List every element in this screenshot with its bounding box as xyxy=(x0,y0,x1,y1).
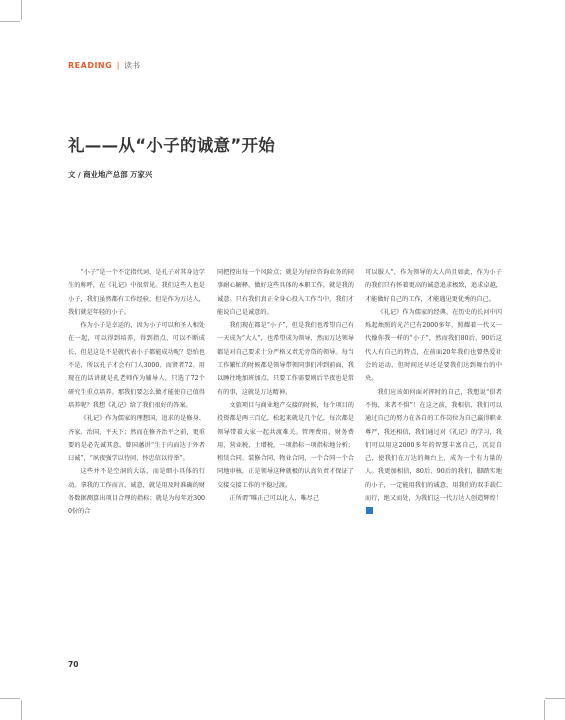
article-title: 礼——从“小子的诚意”开始 xyxy=(68,136,276,155)
body-column-1 xyxy=(68,266,205,519)
section-header xyxy=(68,60,140,71)
section-label: READING xyxy=(68,61,113,70)
crop-mark-bottom-left-v xyxy=(21,700,22,720)
section-divider: | xyxy=(116,61,120,70)
crop-mark-bottom-right-h xyxy=(545,698,565,699)
paragraph-text: 我们应该如何面对挥时的自己，我想说“俱者不悔，来者不惧”！在这之前，我相信，我们可以通过自己的努力在各自的工作岗位为自己赢得职业尊严，我还相信，我们通过对《礼记》的学习，我们可以用这2000多年的智慧丰富自己，沉淀自己，使我们在万达的舞台上，成为一个有力量的人。我更加相信，80后、90后的我们，脚踏实地的小子，一定能用我们的诚意，用我们的双手载仁而行，绝又而处，为我们这一代万达人创造辉煌！ xyxy=(365,388,502,503)
article-byline: 文 / 商业地产总部 万家兴 xyxy=(68,170,153,179)
page-number: 70 xyxy=(68,660,79,669)
section-category: 读书 xyxy=(124,61,140,70)
crop-mark-top-left-h xyxy=(0,21,20,22)
paragraph: 正所谓“唯正己可以化人，唯尽己 xyxy=(229,495,320,503)
paragraph: 作为小子是幸运的，因为小子可以和圣人相处在一起，可以得到培养，得到指点，可以不断成长，但是这是不是就代表小子都能成功呢？恐怕也不是，所以孔子才会有门人3000、而贤者72。用现在的话讲就是孔老师作为辅导人，只选了72个研究生重点培养。那我们要怎么做才能使自己值得培养呢？我想《礼记》给了我们很好的答案。 xyxy=(68,322,205,409)
crop-mark-top-left-v xyxy=(21,0,22,20)
paragraph: 这些并不是空洞的大话，而是细小具体的行动。拿我的工作而言，诚意，就是用及时准确的财务数据测算出项目合理的指标；就是为每年近3000份的合 xyxy=(68,468,205,516)
article-end-mark-icon xyxy=(366,507,373,514)
crop-mark-bottom-left-h xyxy=(0,698,20,699)
paragraph: 《礼记》作为儒家的经典，在历史的长河中闪烁起烛照的光芒已有2000多年，照耀着一代又一代像你我一样的“小子”，然而我们80后、90后这代人有自己的特点，在前面20年我们也曾热爱社会的运动，但时间还早还是要我们达到舞台的中央。 xyxy=(365,308,502,383)
paragraph xyxy=(365,386,502,519)
body-column-2 xyxy=(217,266,354,505)
paragraph: 同把控出每一个风险点；就是为每位咨询业务的同事耐心解释。做好这些具体的本职工作，就是我的诚意。只有我们真正全身心投入工作当中，我们才能说自己是诚意的。 xyxy=(217,269,354,316)
paragraph: 《礼记》作为儒家的理想国，追求的是修身、齐家、治国、平天下；然而在修齐治平之前，更重要的是必先诚其意。曾国藩讲“生于内而达于外者曰诚”，“夙夜强学以待问，怀忠信以待举”。 xyxy=(68,415,205,463)
body-column-3 xyxy=(365,266,502,519)
paragraph: 我们现在都是“小子”，但是我们也希望自己有一天成为“大人”，也希望成为领导，然而万达领导都是对自己要求十分严格又责无旁贷的领导。每当工作繁忙的时候都是领导带领同事们冲到前面，我以睡往地加班加点，只要工作需要则后半夜也是常有的事，这就是万达精神。 xyxy=(217,322,354,396)
paragraph: “小子”是一个不定指代词，是孔子对其身边学生的称呼，在《礼记》中很常见。我们这些人也是小子，我们虽然都有工作经验，但是作为万达人，我们就是年轻的小子。 xyxy=(68,269,205,316)
paragraph: 文旅项目与商业地产交接的时候，每个项目的投资都是两三百亿，松起来就是几个亿，每次都是领导带着大家一起共渡难关。管理费用、财务费用、营业税、土增税，一项指标一项指标地分析；租赁合同、装修合同、物业合同，一个合同一个合同地审核，正是领导这种就极的认真负责才保证了交接交接工作的平稳过渡。 xyxy=(217,401,354,489)
crop-mark-bottom-right-v xyxy=(544,700,545,720)
paragraph: 可以服人”，作为领导的大人尚且如此，作为小子的我们只有怀着更高的诚意追求极致，追求卓越，才能做好自己的工作，才能遇见更优秀的自己。 xyxy=(365,269,502,303)
